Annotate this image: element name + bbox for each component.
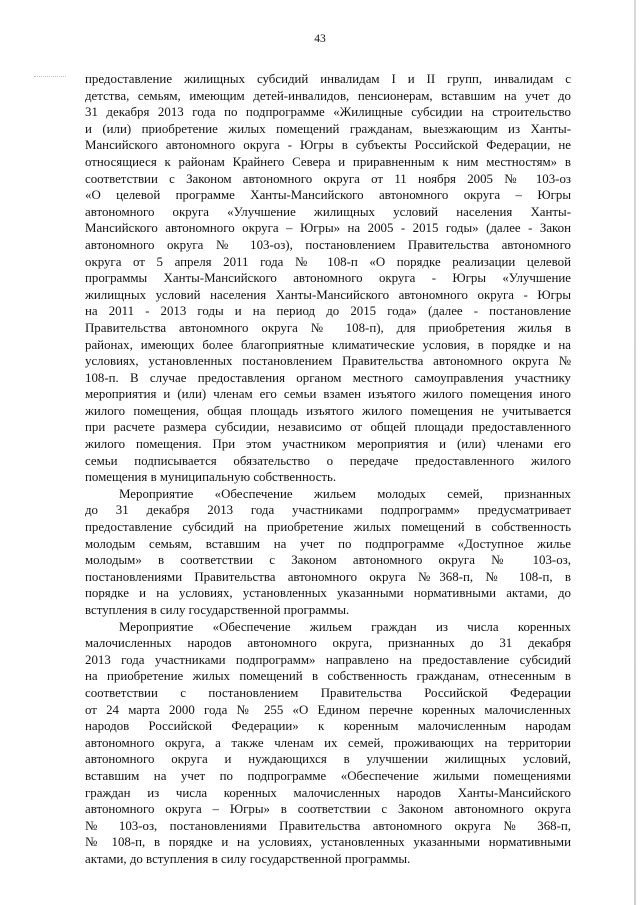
page-number: 43 [314, 33, 326, 45]
paragraph [85, 619, 571, 868]
text-line: Мероприятие «Обеспечение жильем молодых семей, признанных [119, 486, 571, 501]
text-line: районах, имеющих более благоприятные климатические условия, в порядке и на [85, 337, 571, 352]
text-line: граждан из числа коренных малочисленных народов Ханты-Мансийского [85, 785, 571, 800]
text-line: округа от 5 апреля 2011 года № 108-п «О порядке реализации целевой [85, 254, 571, 269]
text-line: Правительства автономного округа № 108-п), для приобретения жилья в [85, 320, 571, 335]
text-line: актами, до вступления в силу государственной программы. [85, 851, 411, 866]
scan-margin-mark [34, 76, 66, 78]
text-line: помещения в муниципальную собственность. [85, 470, 337, 485]
text-line: предоставление жилищных субсидий инвалидам I и II групп, инвалидам с [85, 72, 571, 86]
text-line: соответствии с постановлением Правительства Российской Федерации [85, 685, 571, 700]
text-line: порядке и на условиях, установленных указанными нормативными актами, до [85, 586, 571, 601]
text-line: вставшим на учет по подпрограмме «Обеспечение жилыми помещениями [85, 768, 571, 783]
paragraph [85, 71, 571, 486]
text-line: вступления в силу государственной программы. [85, 603, 350, 617]
text-line: детства, семьям, имеющим детей-инвалидов, пенсионерам, вставшим на учет до [85, 88, 571, 103]
text-line: на приобретение жилых помещений в собственность гражданам, отнесенным в [85, 669, 571, 684]
text-line: малочисленных народов автономного округа, признанных до 31 декабря [85, 636, 571, 651]
text-line: мероприятия и (или) членам его семьи взамен изъятого жилого помещения иного [85, 387, 571, 402]
text-line: молодым» в соответствии с Законом автономного округа № 103-оз, [85, 553, 571, 568]
text-line: автономного округа, а также членам их семей, проживающих на территории [85, 735, 571, 750]
text-line: Мероприятие «Обеспечение жильем граждан из числа коренных [119, 619, 571, 634]
text-line: молодым семьям, вставшим на учет по подпрограмме «Доступное жилье [85, 536, 571, 551]
text-line: жилого помещения, общая площадь изъятого жилого помещения не учитывается [85, 403, 571, 418]
text-line: автономного округа «Улучшение жилищных условий населения Ханты- [85, 204, 571, 219]
text-line: 2013 года участниками подпрограмм» направлено на предоставление субсидий [85, 652, 571, 667]
text-line: предоставление субсидий на приобретение жилых помещений в собственность [85, 520, 571, 535]
paragraph [85, 486, 571, 619]
text-line: 31 декабря 2013 года по подпрограмме «Жилищные субсидии на строительство [85, 105, 571, 120]
text-line: «О целевой программе Ханты-Мансийского автономного округа – Югры [85, 188, 571, 203]
text-line: № 103-оз, постановлениями Правительства автономного округа № 368-п, [85, 818, 571, 833]
text-line: при расчете размера субсидии, независимо от общей площади предоставленного [85, 420, 571, 435]
scan-edge-shadow [634, 0, 636, 905]
text-line: жилого помещения. При этом участником мероприятия и (или) членами его [85, 437, 571, 452]
text-line: и (или) приобретение жилых помещений гражданам, выезжающим из Ханты- [85, 121, 571, 136]
text-line: народов Российской Федерации» к коренным малочисленным народам [85, 719, 571, 734]
text-line: на 2011 - 2013 годы и на период до 2015 года» (далее - постановление [85, 304, 571, 319]
text-line: семьи подписывается обязательство о передаче предоставленного жилого [85, 453, 571, 468]
document-body [85, 71, 571, 868]
text-line: Мансийского автономного округа - Югры в субъекты Российской Федерации, не [85, 138, 571, 153]
text-line: программы Ханты-Мансийского автономного округа - Югры «Улучшение [85, 271, 571, 286]
text-line: 108-п. В случае предоставления органом местного самоуправления участнику [85, 370, 571, 385]
text-line: жилищных условий населения Ханты-Мансийского автономного округа - Югры [85, 287, 571, 302]
text-line: относящиеся к районам Крайнего Севера и приравненным к ним местностям» в [85, 154, 571, 169]
text-line: от 24 марта 2000 года № 255 «О Едином перечне коренных малочисленных [85, 702, 571, 717]
text-line: соответствии с Законом автономного округа от 11 ноября 2005 № 103-оз [85, 171, 571, 186]
text-line: постановлениями Правительства автономного округа №368-п, № 108-п, в [85, 569, 571, 584]
text-line: № 108-п, в порядке и на условиях, установленных указанными нормативными [85, 835, 571, 850]
text-line: до 31 декабря 2013 года участниками подпрограмм» предусматривает [85, 503, 571, 518]
text-line: автономного округа № 103-оз), постановлением Правительства автономного [85, 237, 571, 252]
text-line: автономного округа – Югры» в соответствии с Законом автономного округа [85, 802, 571, 817]
text-line: автономного округа и нуждающихся в улучшении жилищных условий, [85, 752, 571, 767]
text-line: условиях, установленных постановлением Правительства автономного округа № [85, 354, 571, 369]
text-line: Мансийского автономного округа – Югры» на 2005 - 2015 годы» (далее - Закон [85, 221, 571, 236]
